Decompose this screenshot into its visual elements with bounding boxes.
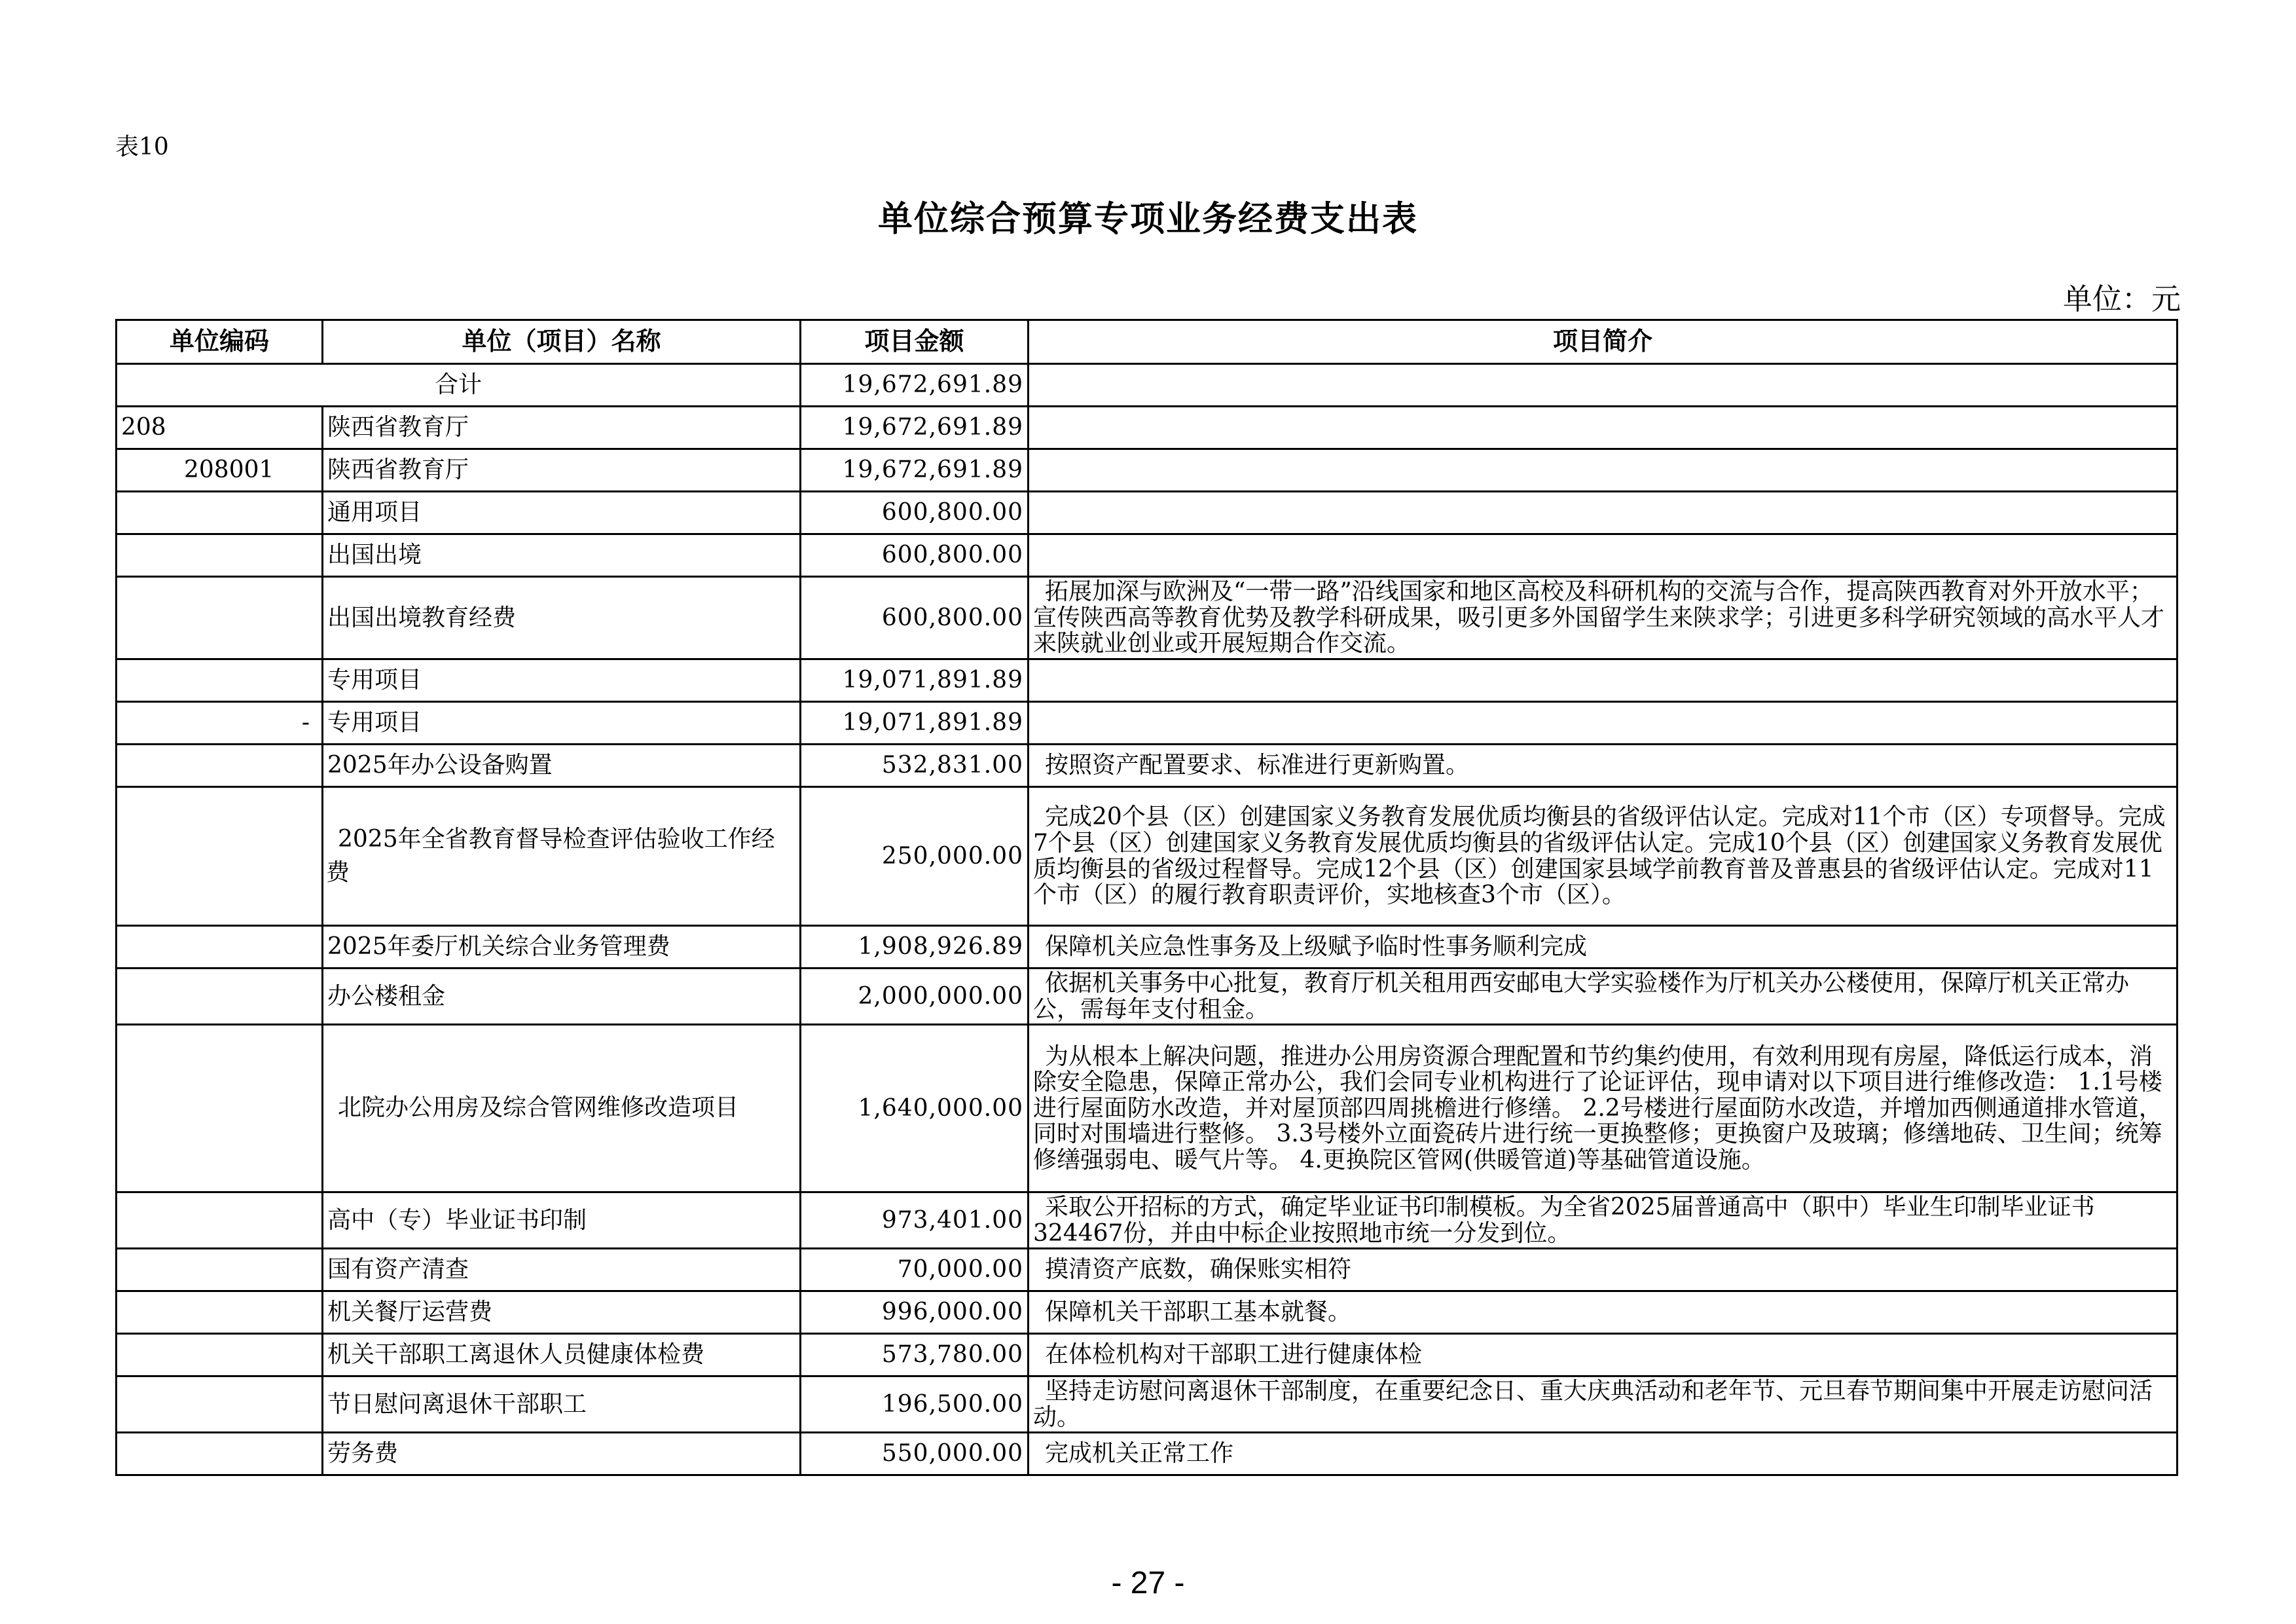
unit-name: 北院办公用房及综合管网维修改造项目 <box>323 1025 801 1192</box>
table-row <box>117 1249 2178 1291</box>
project-amount: 600,800.00 <box>801 577 1029 659</box>
table-row <box>117 1376 2178 1433</box>
project-description: 为从根本上解决问题，推进办公用房资源合理配置和节约集约使用，有效利用现有房屋，降低运行成本，消除安全隐患，保障正常办公，我们会同专业机构进行了论证评估，现申请对以下项目进行维修改造： 1.1号楼进行屋面防水改造，并对屋顶部四周挑檐进行修缮。 2.2号楼进行屋面防水改造，并增加西侧通道排水管道，同时对围墙进行整修。 3.3号楼外立面瓷砖片进行统一更换整修；更换窗户及玻璃；修缮地砖、卫生间；统筹修缮强弱电、暖气片等。 4.更换院区管网(供暖管道)等基础管道设施。 <box>1029 1025 2178 1192</box>
project-description: 坚持走访慰问离退休干部制度，在重要纪念日、重大庆典活动和老年节、元旦春节期间集中开展走访慰问活动。 <box>1029 1376 2178 1433</box>
table-row <box>117 787 2178 926</box>
project-amount: 1,640,000.00 <box>801 1025 1029 1192</box>
project-amount: 19,672,691.89 <box>801 407 1029 449</box>
project-description: 保障机关应急性事务及上级赋予临时性事务顺利完成 <box>1029 926 2178 969</box>
table-row <box>117 1192 2178 1249</box>
project-description <box>1029 702 2178 745</box>
unit-code <box>117 1192 323 1249</box>
project-description: 拓展加深与欧洲及“一带一路”沿线国家和地区高校及科研机构的交流与合作，提高陕西教育对外开放水平；宣传陕西高等教育优势及教学科研成果，吸引更多外国留学生来陕求学；引进更多科学研究领域的高水平人才来陕就业创业或开展短期合作交流。 <box>1029 577 2178 659</box>
unit-code <box>117 1025 323 1192</box>
project-description: 完成20个县（区）创建国家义务教育发展优质均衡县的省级评估认定。完成对11个市（区）专项督导。完成7个县（区）创建国家义务教育发展优质均衡县的省级评估认定。完成10个县（区）创建国家义务教育发展优质均衡县的省级过程督导。完成12个县（区）创建国家县域学前教育普及普惠县的省级评估认定。完成对11个市（区）的履行教育职责评价，实地核查3个市（区）。 <box>1029 787 2178 926</box>
table-row <box>117 1291 2178 1334</box>
table-row <box>117 926 2178 969</box>
project-amount: 600,800.00 <box>801 534 1029 577</box>
table-row <box>117 1334 2178 1376</box>
page-title: 单位综合预算专项业务经费支出表 <box>878 199 1418 239</box>
unit-code: - <box>117 702 323 745</box>
project-amount: 550,000.00 <box>801 1433 1029 1475</box>
budget-table <box>115 319 2178 1476</box>
unit-code <box>117 745 323 787</box>
project-amount: 2,000,000.00 <box>801 969 1029 1025</box>
table-header-row <box>117 320 2178 364</box>
unit-code <box>117 577 323 659</box>
unit-name: 2025年全省教育督导检查评估验收工作经费 <box>323 787 801 926</box>
header-description: 项目简介 <box>1029 320 2178 364</box>
unit-name: 2025年委厅机关综合业务管理费 <box>323 926 801 969</box>
project-amount: 973,401.00 <box>801 1192 1029 1249</box>
project-description: 完成机关正常工作 <box>1029 1433 2178 1475</box>
project-description <box>1029 534 2178 577</box>
unit-name: 陕西省教育厅 <box>323 449 801 492</box>
table-row <box>117 702 2178 745</box>
header-unit-code: 单位编码 <box>117 320 323 364</box>
project-description <box>1029 659 2178 702</box>
unit-name: 专用项目 <box>323 659 801 702</box>
unit-code <box>117 492 323 534</box>
unit-name: 陕西省教育厅 <box>323 407 801 449</box>
unit-name: 机关餐厅运营费 <box>323 1291 801 1334</box>
header-amount: 项目金额 <box>801 320 1029 364</box>
project-amount: 996,000.00 <box>801 1291 1029 1334</box>
unit-name: 机关干部职工离退休人员健康体检费 <box>323 1334 801 1376</box>
unit-name: 出国出境教育经费 <box>323 577 801 659</box>
project-amount: 1,908,926.89 <box>801 926 1029 969</box>
project-amount: 532,831.00 <box>801 745 1029 787</box>
project-description <box>1029 449 2178 492</box>
unit-code <box>117 787 323 926</box>
unit-label: 单位：元 <box>2062 282 2181 316</box>
unit-name: 出国出境 <box>323 534 801 577</box>
unit-code <box>117 1433 323 1475</box>
unit-name: 2025年办公设备购置 <box>323 745 801 787</box>
project-amount: 19,672,691.89 <box>801 449 1029 492</box>
unit-code <box>117 1334 323 1376</box>
table-row <box>117 577 2178 659</box>
table-row <box>117 449 2178 492</box>
project-description <box>1029 407 2178 449</box>
page-number: - 27 - <box>1111 1566 1185 1600</box>
table-row <box>117 407 2178 449</box>
unit-name: 办公楼租金 <box>323 969 801 1025</box>
table-row <box>117 534 2178 577</box>
unit-name: 高中（专）毕业证书印制 <box>323 1192 801 1249</box>
table-row <box>117 1433 2178 1475</box>
project-description <box>1029 492 2178 534</box>
project-amount: 600,800.00 <box>801 492 1029 534</box>
header-unit-name: 单位（项目）名称 <box>323 320 801 364</box>
table-row <box>117 659 2178 702</box>
unit-code: 208 <box>117 407 323 449</box>
table-tag: 表10 <box>115 134 169 160</box>
project-description: 采取公开招标的方式，确定毕业证书印制模板。为全省2025届普通高中（职中）毕业生印制毕业证书324467份，并由中标企业按照地市统一分发到位。 <box>1029 1192 2178 1249</box>
table-row <box>117 1025 2178 1192</box>
unit-code <box>117 926 323 969</box>
unit-name: 专用项目 <box>323 702 801 745</box>
total-row <box>117 364 2178 407</box>
project-amount: 19,071,891.89 <box>801 702 1029 745</box>
project-amount: 250,000.00 <box>801 787 1029 926</box>
project-description: 保障机关干部职工基本就餐。 <box>1029 1291 2178 1334</box>
table-row <box>117 492 2178 534</box>
project-description: 在体检机构对干部职工进行健康体检 <box>1029 1334 2178 1376</box>
total-label: 合计 <box>117 364 801 407</box>
unit-code <box>117 969 323 1025</box>
project-amount: 196,500.00 <box>801 1376 1029 1433</box>
unit-name: 节日慰问离退休干部职工 <box>323 1376 801 1433</box>
project-description: 依据机关事务中心批复，教育厅机关租用西安邮电大学实验楼作为厅机关办公楼使用，保障厅机关正常办公，需每年支付租金。 <box>1029 969 2178 1025</box>
project-amount: 573,780.00 <box>801 1334 1029 1376</box>
unit-name: 劳务费 <box>323 1433 801 1475</box>
project-description: 按照资产配置要求、标准进行更新购置。 <box>1029 745 2178 787</box>
project-amount: 19,071,891.89 <box>801 659 1029 702</box>
unit-name: 国有资产清查 <box>323 1249 801 1291</box>
project-amount: 70,000.00 <box>801 1249 1029 1291</box>
table-row <box>117 969 2178 1025</box>
total-description <box>1029 364 2178 407</box>
unit-code <box>117 1291 323 1334</box>
total-amount: 19,672,691.89 <box>801 364 1029 407</box>
unit-name: 通用项目 <box>323 492 801 534</box>
unit-code <box>117 534 323 577</box>
table-row <box>117 745 2178 787</box>
unit-code <box>117 659 323 702</box>
project-description: 摸清资产底数，确保账实相符 <box>1029 1249 2178 1291</box>
unit-code <box>117 1249 323 1291</box>
unit-code: 208001 <box>117 449 323 492</box>
unit-code <box>117 1376 323 1433</box>
